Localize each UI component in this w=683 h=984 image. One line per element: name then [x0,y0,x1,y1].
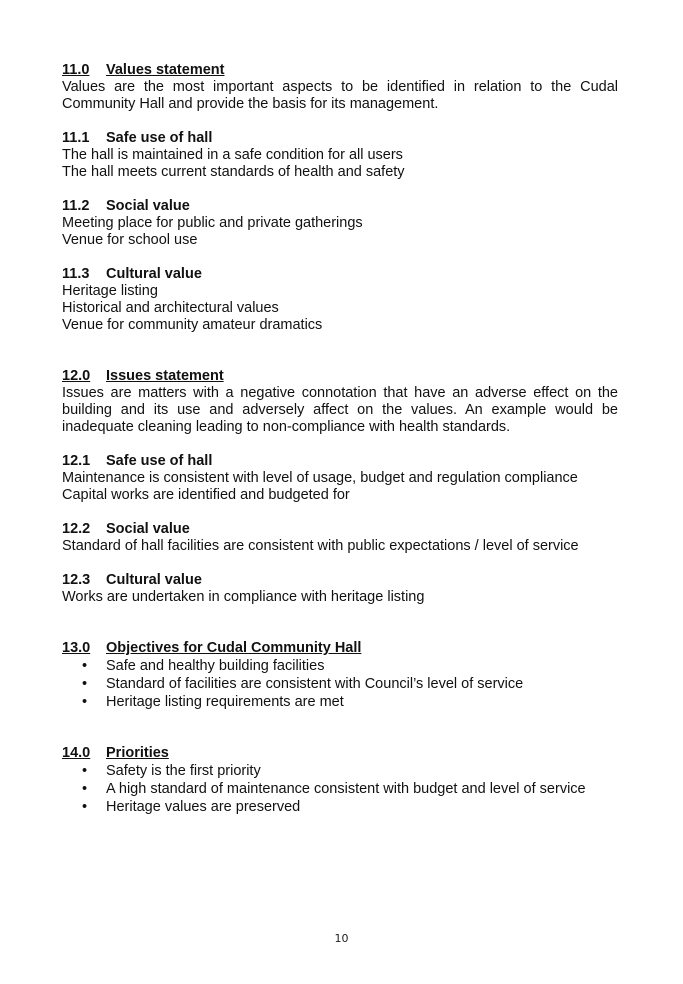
text-line: Venue for school use [62,232,198,248]
subsection-title: Social value [106,521,190,537]
section-heading-13-0 [62,640,618,657]
section-heading-14-0 [62,745,618,762]
text-line: Standard of hall facilities are consistent with public expectations / level of service [62,538,579,554]
list-item [62,798,618,816]
section-body: Values are the most important aspects to be identified in relation to the Cudal Community Hall and provide the basis for its management. [62,79,618,112]
text-line: The hall is maintained in a safe condition for all users [62,147,403,163]
subsection-number: 11.1 [62,130,90,146]
text-line: Meeting place for public and private gatherings [62,215,363,231]
subsection-heading-11-3 [62,266,618,283]
section-title: Priorities [106,745,169,761]
document-page [62,62,618,816]
text-line: Capital works are identified and budgeted for [62,487,350,503]
subsection-heading-12-1 [62,453,618,470]
subsection-title: Safe use of hall [106,130,213,146]
subsection-title: Cultural value [106,266,202,282]
list-item-text: Heritage values are preserved [106,799,301,815]
section-title: Issues statement [106,368,224,384]
subsection-heading-12-2 [62,521,618,538]
list-item-text: Safe and healthy building facilities [106,658,325,674]
subsection-number: 12.3 [62,572,91,588]
text-line: Heritage listing [62,283,158,299]
list-item [62,693,618,711]
section-number: 13.0 [62,640,91,656]
section-heading-12-0 [62,368,618,385]
subsection-title: Safe use of hall [106,453,213,469]
bullet-list [62,657,618,711]
page-number: 10 [334,932,349,945]
list-item [62,780,618,798]
bullet-icon: • [82,799,88,815]
section-number: 11.0 [62,62,90,78]
subsection-heading-11-1 [62,130,618,147]
section-heading-11-0 [62,62,618,79]
list-item-text: Standard of facilities are consistent with Council’s level of service [106,676,524,692]
list-item [62,675,618,693]
bullet-list [62,762,618,816]
subsection-heading-11-2 [62,198,618,215]
list-item [62,657,618,675]
text-line: Works are undertaken in compliance with heritage listing [62,589,425,605]
list-item-text: A high standard of maintenance consistent with budget and level of service [106,781,586,797]
subsection-number: 12.2 [62,521,91,537]
text-line: The hall meets current standards of health and safety [62,164,405,180]
bullet-icon: • [82,763,88,779]
subsection-title: Cultural value [106,572,202,588]
subsection-number: 11.2 [62,198,90,214]
text-line: Venue for community amateur dramatics [62,317,323,333]
bullet-icon: • [82,694,88,710]
bullet-icon: • [82,658,88,674]
bullet-icon: • [82,781,88,797]
section-title: Objectives for Cudal Community Hall [106,640,362,656]
subsection-number: 11.3 [62,266,90,282]
bullet-icon: • [82,676,88,692]
subsection-heading-12-3 [62,572,618,589]
section-number: 14.0 [62,745,91,761]
text-line: Maintenance is consistent with level of usage, budget and regulation compliance [62,470,578,486]
list-item-text: Safety is the first priority [106,763,261,779]
section-title: Values statement [106,62,225,78]
section-body: Issues are matters with a negative connotation that have an adverse effect on the building and its use and adversely affect on the values. An example would be inadequate cleaning leading to non-compliance with health standards. [62,385,618,435]
list-item [62,762,618,780]
subsection-number: 12.1 [62,453,91,469]
list-item-text: Heritage listing requirements are met [106,694,344,710]
text-line: Historical and architectural values [62,300,279,316]
section-number: 12.0 [62,368,91,384]
subsection-title: Social value [106,198,190,214]
